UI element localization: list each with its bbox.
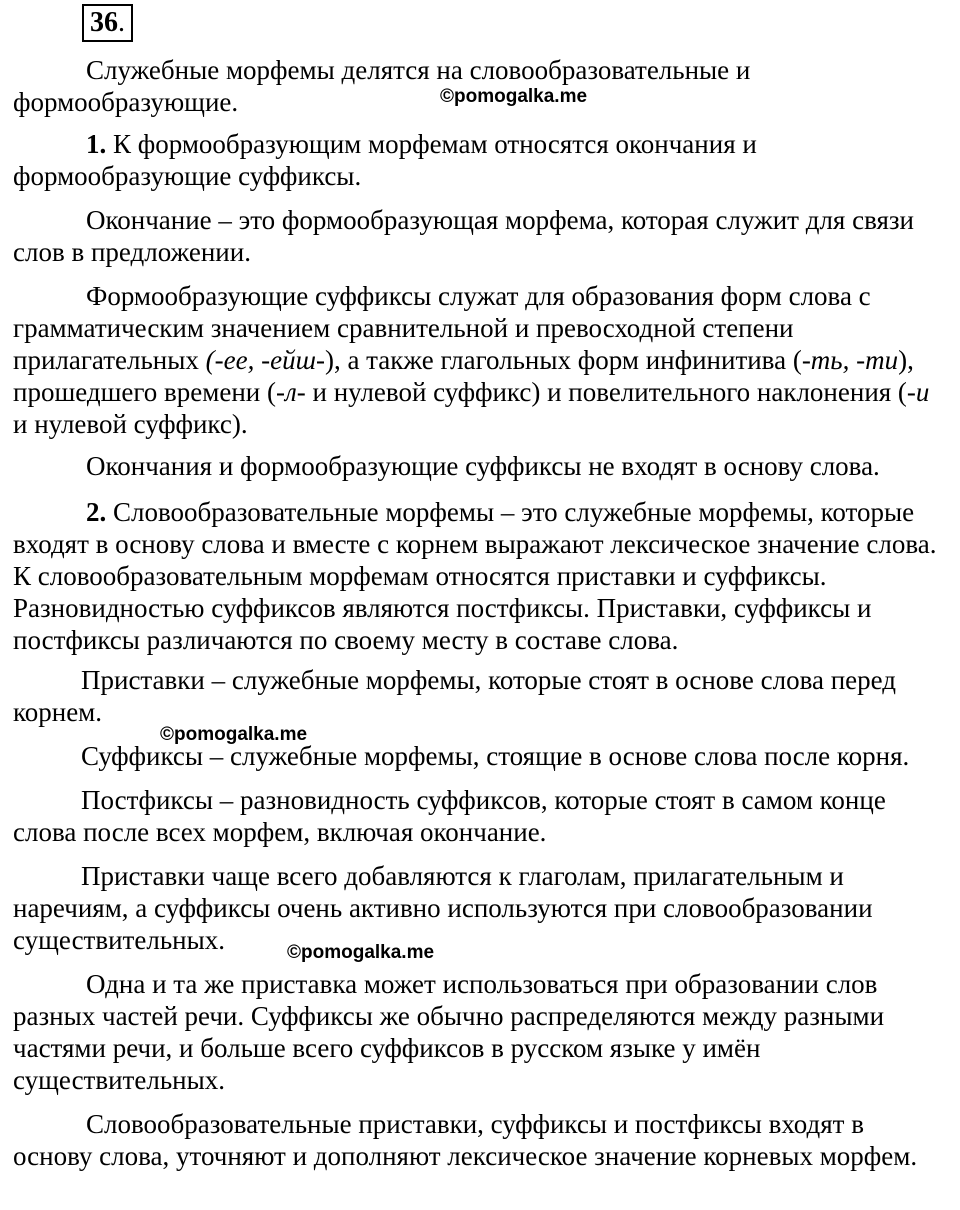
paragraph-12: Словообразовательные приставки, суффиксы и постфиксы входят в основу слова, уточняют и дополняют лексическое значение корневых морфем.: [13, 1109, 918, 1171]
paragraph-9: Постфиксы – разновидность суффиксов, которые стоят в самом конце слова после всех морфем, включая окончание.: [13, 785, 886, 847]
paragraph-4-italic-2: -ть, -ти: [801, 345, 899, 375]
exercise-number-dot: .: [118, 7, 125, 38]
paragraph-4-text-2: ), а также глагольных форм инфинитива (: [324, 345, 802, 375]
paragraph-2-number: 1.: [86, 129, 107, 159]
paragraph-4-italic-3: -л-: [275, 377, 306, 407]
paragraph-6-number: 2.: [86, 497, 107, 527]
exercise-number-value: 36: [90, 7, 118, 38]
paragraph-6: [13, 496, 948, 656]
paragraph-4-italic-4: -и: [906, 377, 930, 407]
paragraph-4: [13, 280, 948, 440]
paragraph-4-text-4: и нулевой суффикс) и повелительного наклонения (: [305, 377, 907, 407]
paragraph-6-text: Словообразовательные морфемы – это служебные морфемы, которые входят в основу слова и вместе с корнем выражают лексическое значение слова. К словообразовательным морфемам относятся приставки и суффиксы. Разновидностью суффиксов являются постфиксы. Приставки, суффиксы и постфиксы различаются по своему месту в составе слова.: [13, 497, 937, 655]
paragraph-5: Окончания и формообразующие суффиксы не входят в основу слова.: [86, 451, 880, 481]
paragraph-2: [13, 128, 948, 192]
paragraph-1: Служебные морфемы делятся на словообразовательные и формообразующие.: [13, 55, 751, 117]
watermark: ©pomogalka.me: [440, 86, 588, 107]
paragraph-4-text-1: Формообразующие суффиксы служат для образования форм слова с грамматическим значением сравнительной и превосходной степени прилагательных: [13, 281, 871, 375]
watermark: ©pomogalka.me: [160, 724, 308, 745]
paragraph-4-text-5: и нулевой суффикс).: [13, 409, 248, 439]
paragraph-2-text: К формообразующим морфемам относятся окончания и формообразующие суффиксы.: [13, 129, 757, 191]
paragraph-3: Окончание – это формообразующая морфема, которая служит для связи слов в предложении.: [13, 205, 915, 267]
paragraph-11: Одна и та же приставка может использоваться при образовании слов разных частей речи. Суффиксы же обычно распределяются между разными частями речи, и больше всего суффиксов в русском языке у имён существительных.: [13, 969, 885, 1095]
paragraph-8: Суффиксы – служебные морфемы, стоящие в основе слова после корня.: [81, 741, 910, 771]
paragraph-10: Приставки чаще всего добавляются к глаголам, прилагательным и наречиям, а суффиксы очень активно используются при словообразовании существительных.: [13, 861, 873, 955]
paragraph-4-italic-1: (-ее, -ейш-: [205, 345, 325, 375]
watermark: ©pomogalka.me: [287, 942, 435, 963]
paragraph-7: Приставки – служебные морфемы, которые стоят в основе слова перед корнем.: [13, 665, 896, 727]
paragraph-4-text-3: ), прошедшего времени (: [13, 345, 914, 407]
exercise-number: [82, 4, 133, 42]
